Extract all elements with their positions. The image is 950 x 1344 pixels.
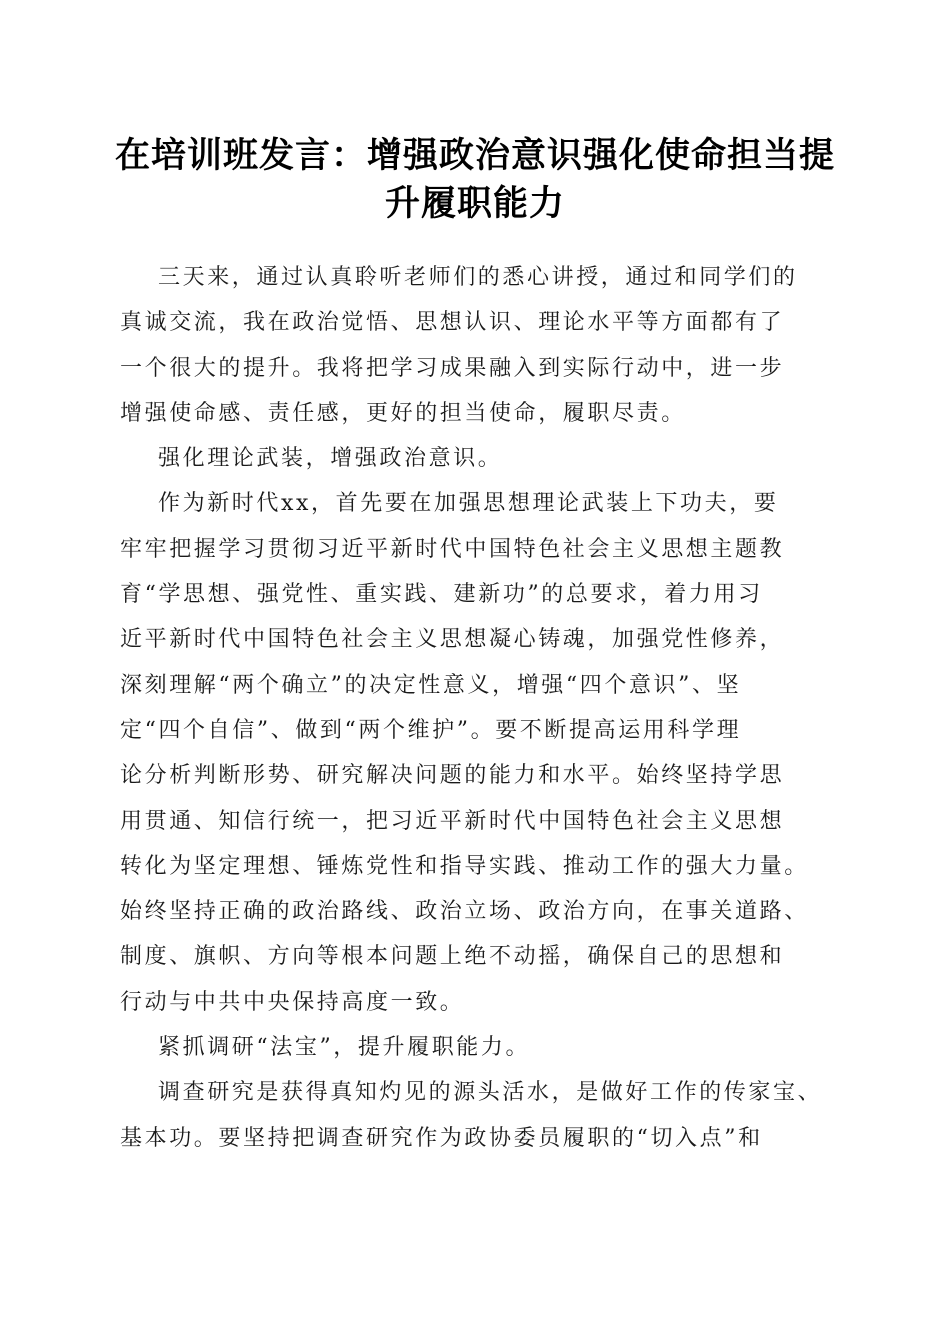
section-heading-2 — [120, 1025, 840, 1070]
text-line: 调查研究是获得真知灼见的源头活水，是做好工作的传家宝、 — [158, 1080, 823, 1106]
text-line: 行动与中共中央保持高度一致。 — [120, 989, 465, 1015]
text-line: 三天来，通过认真聆听老师们的悉心讲授，通过和同学们的 — [158, 265, 798, 290]
text-line: 转化为坚定理想、锤炼党性和指导实践、推动工作的强大力量。 — [120, 853, 809, 879]
text-line: 育“学思想、强党性、重实践、建新功”的总要求，着力用习 — [120, 582, 763, 608]
text-line: 深刻理解“两个确立”的决定性意义，增强“四个意识”、坚 — [120, 672, 742, 698]
text-line: 作为新时代xx，首先要在加强思想理论武装上下功夫，要 — [158, 491, 779, 517]
title-line-2: 升履职能力 — [384, 184, 565, 224]
text-line: 牢牢把握学习贯彻习近平新时代中国特色社会主义思想主题教 — [120, 536, 785, 562]
text-line: 定“四个自信”、做到“两个维护”。要不断提高运用科学理 — [120, 717, 742, 743]
text-line: 真诚交流，我在政治觉悟、思想认识、理论水平等方面都有了 — [120, 310, 785, 336]
text-line: 用贯通、知信行统一，把习近平新时代中国特色社会主义思想 — [120, 808, 785, 834]
document-body — [120, 255, 840, 1161]
text-line: 紧抓调研“法宝”，提升履职能力。 — [158, 1035, 531, 1061]
paragraph-intro — [120, 255, 840, 436]
section-heading-1 — [120, 436, 840, 481]
text-line: 始终坚持正确的政治路线、政治立场、政治方向，在事关道路、 — [120, 899, 809, 925]
paragraph-research — [120, 1070, 840, 1161]
text-line: 制度、旗帜、方向等根本问题上绝不动摇，确保自己的思想和 — [120, 944, 785, 970]
title-line-1: 在培训班发言：增强政治意识强化使命担当提 — [114, 136, 835, 176]
text-line: 论分析判断形势、研究解决问题的能力和水平。始终坚持学思 — [120, 763, 785, 789]
text-line: 基本功。要坚持把调查研究作为政协委员履职的“切入点”和 — [120, 1125, 763, 1151]
paragraph-theory — [120, 481, 840, 1025]
text-line: 一个很大的提升。我将把学习成果融入到实际行动中，进一步 — [120, 355, 785, 381]
text-line: 强化理论武装，增强政治意识。 — [158, 446, 503, 472]
document-title — [100, 132, 850, 228]
text-line: 近平新时代中国特色社会主义思想凝心铸魂，加强党性修养， — [120, 627, 785, 653]
text-line: 增强使命感、责任感，更好的担当使命，履职尽责。 — [120, 400, 686, 426]
